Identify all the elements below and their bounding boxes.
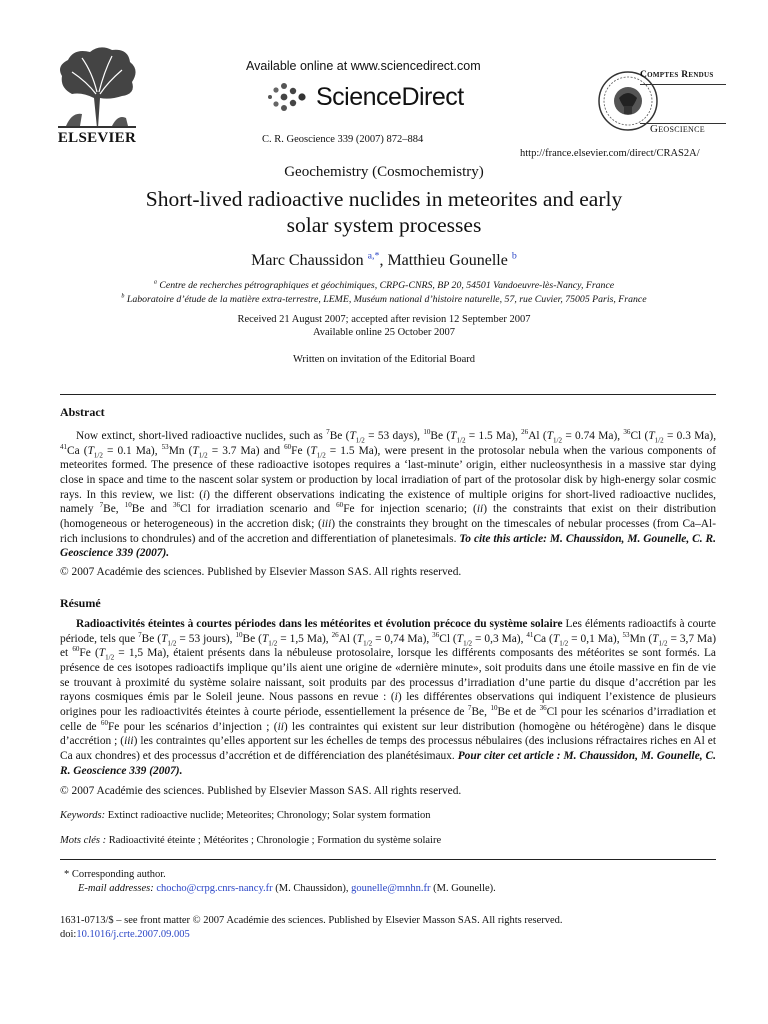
keywords-values: Extinct radioactive nuclide; Meteorites; Chronology; Solar system formation [107,810,431,821]
abstract-text: Now extinct, short-lived radioactive nuclides, such as $^7$Be ($T_{1/2} = 53$ days), $^{10}$Be ($T_{1/2} = 1.5$ Ma), $^{26}$Al ($T_{1/2} = 0.74$ Ma), $^{36}$Cl ($T_{1/2} = 0.3$ Ma), $^{41}$Ca ($T_{1/2} = 0.1$ Ma), $^{53}$Mn ($T_{1/2} = 3.7$ Ma) and $^{60}$Fe ($T_{1/2} = 1.5$ Ma), were present in the protosolar nebula when the various components of meteorites formed. The presence of these radioactive isotopes requires a ‘last-minute’ origin, either nucleosynthesis in a massive star dying close in space and time to the nascent solar system or production by local irradiation of part of the protosolar disk by high-energy solar cosmic rays. In this review, we list: (i) the different observations indicating the existence of multiple origins for short-lived radioactive nuclides, namely $^7$Be, $^{10}$Be and $^{36}$Cl for irradiation scenario and $^{60}$Fe for injection scenario; (ii) the constraints that exist on their distribution (homogeneous or heterogeneous) in the accretion disk; (iii) the constraints they brought on the timescales of nebular processes (from Ca–Al-rich inclusions to chondrules) and of the accretion and differentiation of planetesimals. To cite this article: M. Chaussidon, M. Gounelle, C. R. Geoscience 339 (2007). [60,428,717,560]
resume-text: Radioactivités éteintes à courtes périodes dans les météorites et évolution précoce du système solaire Les éléments radioactifs à courte période, tels que $^7$Be ($T_{1/2} = 53$ jours), $^{10}$Be ($T_{1/2} = 1,5$ Ma), $^{26}$Al ($T_{1/2} = 0,74$ Ma), $^{36}$Cl ($T_{1/2} = 0,3$ Ma), $^{41}$Ca ($T_{1/2} = 0,1$ Ma), $^{53}$Mn ($T_{1/2} = 3,7$ Ma) et $^{60}$Fe ($T_{1/2} = 1,5$ Ma), étaient présents dans la nébuleuse protosolaire, lorsque les différents composants des météorites se sont formés. La présence de ces isotopes radioactifs implique qu’ils aient une origine de «dernière minute», soit produits dans une étoile massive en fin de vie se trouvant à proximité du système solaire naissant, soit produits par des processus d’irradiation d’une partie du disque d’accrétion par les rayons cosmiques émis par le Soleil jeune. Nous passons en revue : (i) les différentes observations qui indiquent l’existence de plusieurs origines pour les radioactivités éteintes à courte période, essentiellement la présence de $^7$Be, $^{10}$Be et de $^{36}$Cl pour les scénarios d’irradiation et celle de $^{60}$Fe pour les scénarios d’injection ; (ii) les contraintes qui existent sur leur distribution (homogène ou hétérogène) dans le disque d’accrétion ; (iii) les contraintes qu’elles apportent sur les échelles de temps des processus nébulaires (des inclusions réfractaires riches en Al et Ca aux chondres) et des processus d’accrétion et de différenciation des planétésimaux. Pour citer cet article : M. Chaussidon, M. Gounelle, C. R. Geoscience 339 (2007). [60,618,717,777]
keywords [60,810,431,821]
email-link[interactable]: chocho@crpg.cnrs-nancy.fr [156,883,273,894]
comptes-rendus-label: Comptes Rendus [640,70,714,80]
keywords-label: Keywords: [60,810,106,821]
footnote-text: Corresponding author. [71,869,166,880]
author-name: Marc Chaussidon [251,252,364,269]
citation-note: To cite this article: M. Chaussidon, M. Gounelle, C. R. Geoscience 339 (2007). [60,532,716,560]
affiliation-mark: a [153,279,157,286]
affiliation [0,280,768,291]
affiliation-text: Centre de recherches pétrographiques et géochimiques, CRPG-CNRS, BP 20, 54501 Vandoeuvre-lès-Nancy, France [159,280,615,291]
online-date: Available online 25 October 2007 [312,327,456,338]
divider [60,859,716,860]
section-label: Geochemistry (Cosmochemistry) [284,164,484,180]
title-line: solar system processes [286,213,482,237]
front-matter-line: 1631-0713/$ – see front matter © 2007 Académie des sciences. Published by Elsevier Masson SAS. All rights reserved. [60,915,563,926]
email-label: E-mail addresses: [78,883,154,894]
email-addresses [78,883,496,894]
copyright-line: © 2007 Académie des sciences. Published by Elsevier Masson SAS. All rights reserved. [60,566,462,578]
corresponding-author-note [64,869,166,880]
email-owner: (M. Chaussidon), [275,883,349,894]
email-owner: (M. Gounelle). [433,883,496,894]
received-dates: Received 21 August 2007; accepted after revision 12 September 2007 [237,314,531,325]
resume-title: Radioactivités éteintes à courtes périodes dans les météorites et évolution précoce du système solaire [76,618,563,630]
divider [640,84,726,85]
doi-link[interactable]: 10.1016/j.crte.2007.09.005 [76,929,190,940]
doi-line [60,929,190,940]
mots-cles [60,835,441,846]
title-line: Short-lived radioactive nuclides in meteorites and early [145,187,623,211]
citation-note: Pour citer cet article : M. Chaussidon, M. Gounelle, C. R. Geoscience 339 (2007). [60,749,716,777]
author-affiliation-mark[interactable]: a,* [367,250,380,262]
journal-url-link[interactable]: http://france.elsevier.com/direct/CRAS2A/ [520,148,700,159]
publisher-name: ELSEVIER [57,130,137,146]
available-online-text: Available online at www.sciencedirect.com [246,59,481,73]
affiliation [0,294,768,305]
author-name: Matthieu Gounelle [387,252,508,269]
author-affiliation-mark[interactable]: b [511,250,517,262]
journal-reference: C. R. Geoscience 339 (2007) 872–884 [262,134,424,145]
divider [60,394,716,395]
invitation-note: Written on invitation of the Editorial Board [292,354,476,365]
author-separator: , [379,252,384,269]
sciencedirect-wordmark: ScienceDirect [316,82,464,111]
email-link[interactable]: gounelle@mnhn.fr [351,883,431,894]
article-title [80,186,688,238]
resume-heading: Résumé [60,596,101,610]
sciencedirect-logo[interactable] [266,82,464,112]
footnote-mark: * [64,869,70,880]
mots-cles-label: Mots clés : [60,835,107,846]
mots-cles-values: Radioactivité éteinte ; Météorites ; Chronologie ; Formation du système solaire [108,835,442,846]
geoscience-label: Geoscience [650,123,705,135]
affiliation-text: Laboratoire d’étude de la matière extra-terrestre, LEME, Muséum national d’histoire naturelle, 57, rue Cuvier, 75005 Paris, France [126,294,647,305]
affiliation-mark: b [121,293,125,300]
doi-label: doi: [60,929,77,940]
abstract-heading: Abstract [60,405,105,419]
copyright-line: © 2007 Académie des sciences. Published by Elsevier Masson SAS. All rights reserved. [60,785,462,797]
author-list [0,252,768,270]
sciencedirect-dots-icon [266,82,310,112]
